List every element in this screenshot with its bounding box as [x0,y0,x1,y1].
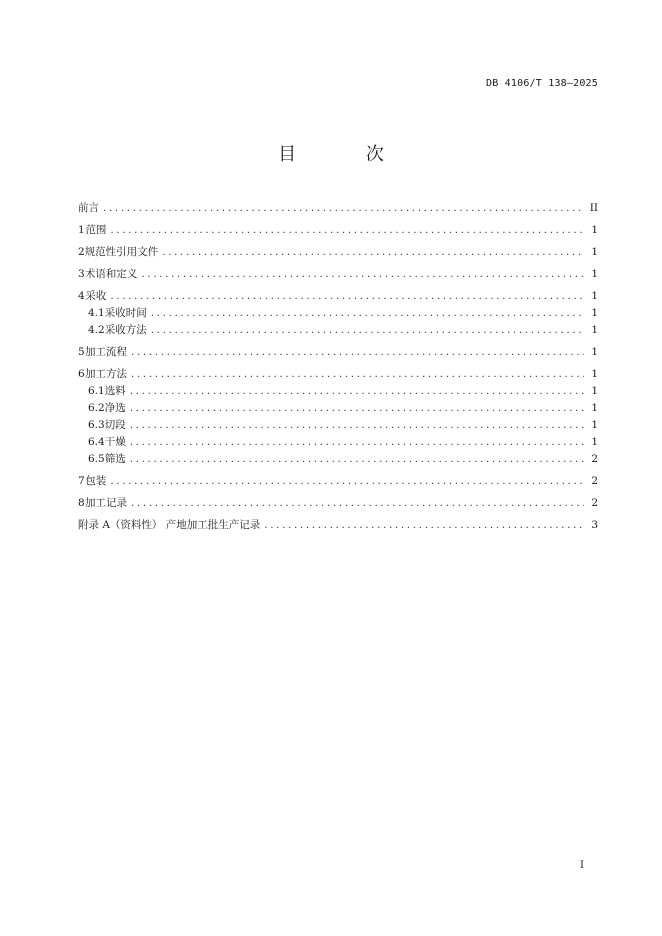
dot-leader [131,498,584,509]
toc-entry[interactable] [78,403,598,414]
dot-leader [110,476,584,487]
dot-leader [264,520,584,531]
toc-entry[interactable] [78,308,598,319]
toc-entry[interactable] [78,325,598,336]
toc-entry-label: 附录 A（资料性） 产地加工批生产记录 [78,519,261,531]
toc-entry-page: 2 [591,475,598,487]
toc-entry-page: 1 [591,224,598,236]
dot-leader [130,386,584,397]
toc-entry-number: 1 [78,224,85,236]
dot-leader [130,420,584,431]
toc-entry[interactable] [78,454,598,465]
toc-entry[interactable] [78,269,598,280]
toc-entry-number: 6.3 [88,419,105,431]
toc-entry-number: 5 [78,346,85,358]
toc-entry[interactable] [78,203,598,214]
toc-entry[interactable] [78,498,598,509]
toc-entry-number: 6.4 [88,436,105,448]
toc-entry-label: 加工方法 [85,368,127,380]
dot-leader [130,437,584,448]
toc-entry[interactable] [78,369,598,380]
toc-entry-page: 1 [591,436,598,448]
toc-entry-page: 1 [591,246,598,258]
toc-entry-label: 包装 [85,475,107,487]
toc-entry[interactable] [78,386,598,397]
toc-entry-label: 采收 [85,290,107,302]
dot-leader [141,269,584,280]
toc-entry-label: 切段 [104,419,126,431]
toc-entry-page: 1 [591,290,598,302]
toc-entry[interactable] [78,476,598,487]
toc-entry-label: 加工记录 [85,497,127,509]
dot-leader [130,403,584,414]
toc-entry-number: 3 [78,268,85,280]
dot-leader [131,369,584,380]
toc-entry[interactable] [78,225,598,236]
toc-entry-page: 1 [591,307,598,319]
toc-entry[interactable] [78,520,598,531]
toc-entry-page: 1 [591,368,598,380]
toc-entry-number: 6.1 [88,385,105,397]
toc-entry-number: 4.2 [88,324,105,336]
toc-entry-label: 选料 [104,385,126,397]
page-title: 目 次 [278,144,416,165]
toc-entry[interactable] [78,437,598,448]
dot-leader [103,203,584,214]
standard-code: DB 4106/T 138—2025 [486,78,598,89]
toc-entry-label: 净选 [104,402,126,414]
toc-entry-number: 6.5 [88,453,105,465]
table-of-contents [78,203,598,531]
toc-entry-label: 前言 [78,202,99,214]
toc-entry-label: 采收时间 [104,307,147,319]
dot-leader [131,347,584,358]
toc-entry-page: 3 [591,519,598,531]
toc-entry[interactable] [78,247,598,258]
toc-entry-label: 范围 [85,224,107,236]
toc-entry[interactable] [78,420,598,431]
toc-entry-page: 1 [591,268,598,280]
toc-entry-number: 7 [78,475,85,487]
toc-entry-page: 1 [591,419,598,431]
toc-entry-page: 1 [591,346,598,358]
toc-entry-number: 6.2 [88,402,105,414]
toc-entry-number: 2 [78,246,85,258]
page-number: I [580,860,584,871]
toc-entry-page: II [589,202,598,214]
toc-entry[interactable] [78,347,598,358]
toc-entry-number: 6 [78,368,85,380]
toc-entry-label: 规范性引用文件 [84,246,159,258]
toc-entry-number: 4 [78,290,85,302]
toc-entry-page: 2 [591,453,598,465]
dot-leader [130,454,584,465]
dot-leader [162,247,584,258]
toc-entry-number: 8 [78,497,85,509]
toc-entry-label: 采收方法 [104,324,147,336]
toc-entry-label: 术语和定义 [84,268,138,280]
toc-entry-page: 1 [591,402,598,414]
toc-entry-page: 1 [591,385,598,397]
dot-leader [110,291,584,302]
toc-entry-label: 干燥 [104,436,126,448]
toc-entry-label: 加工流程 [85,346,127,358]
toc-entry-number: 4.1 [88,307,105,319]
dot-leader [151,325,584,336]
toc-entry[interactable] [78,291,598,302]
dot-leader [110,225,584,236]
toc-entry-page: 1 [591,324,598,336]
dot-leader [151,308,584,319]
toc-entry-page: 2 [591,497,598,509]
toc-entry-label: 筛选 [104,453,126,465]
